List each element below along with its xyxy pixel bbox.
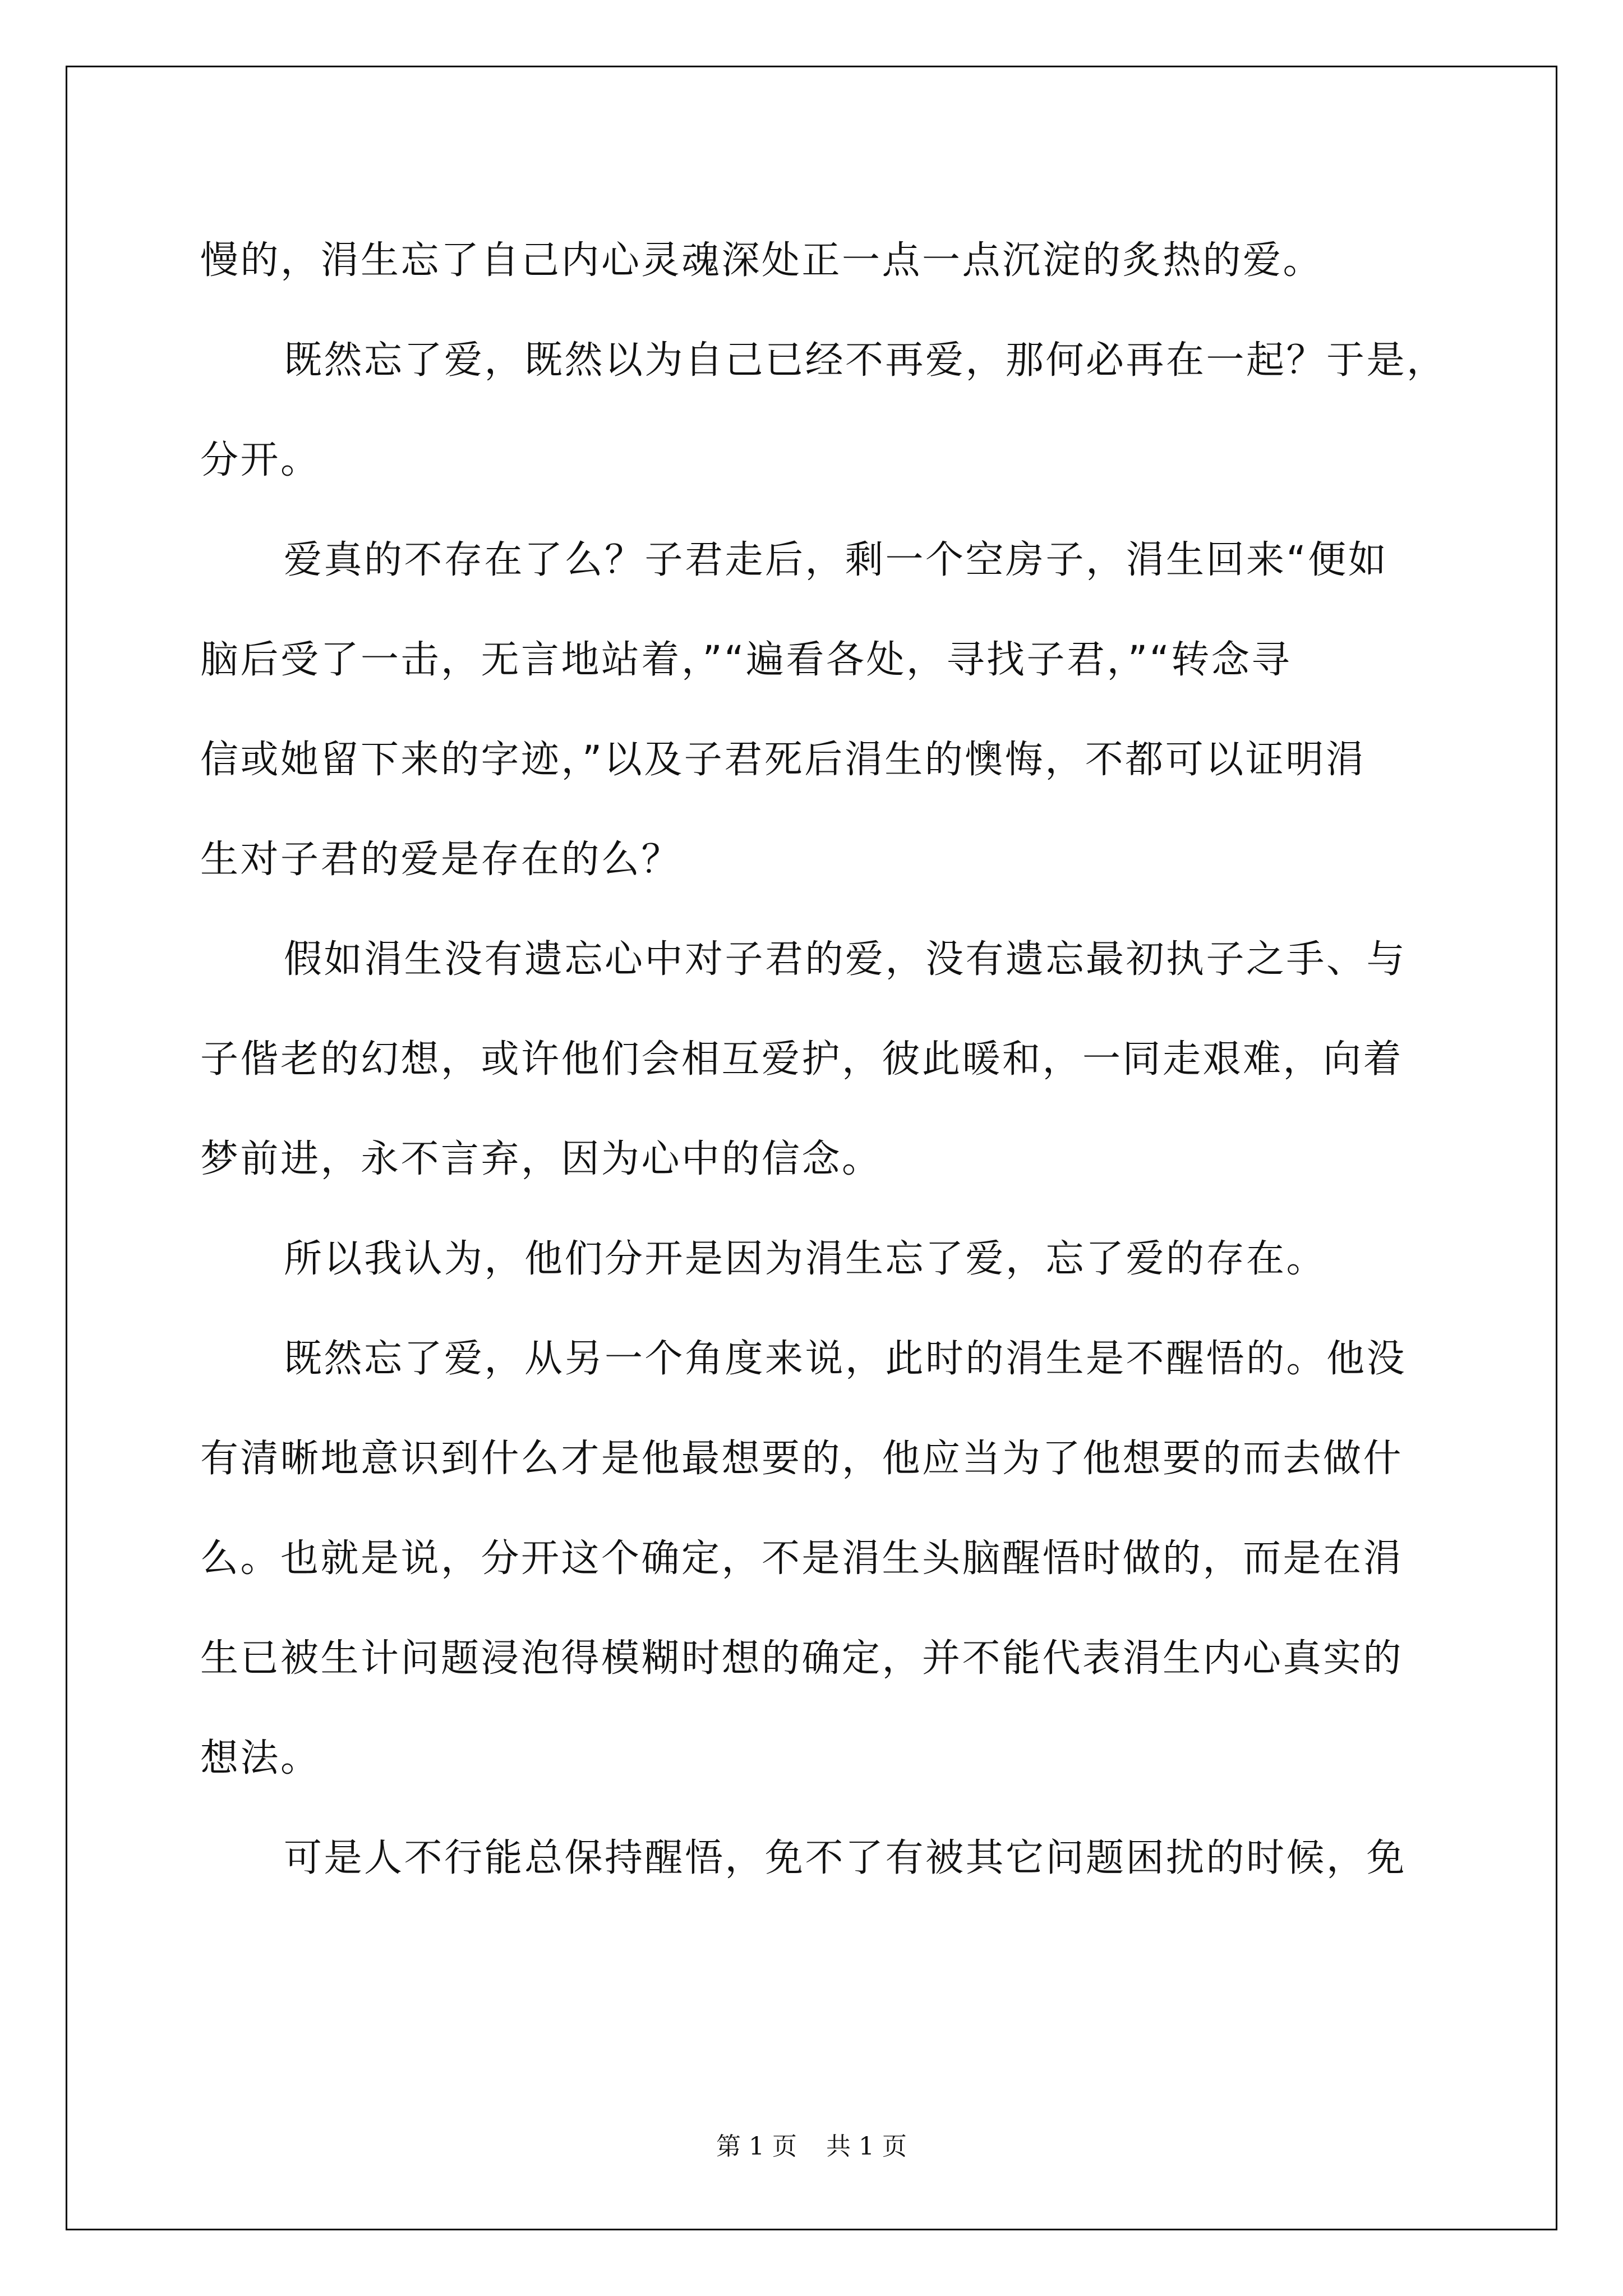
text-line: 既然忘了爱，从另一个角度来说，此时的涓生是不醒悟的。他没 bbox=[284, 1337, 1407, 1381]
document-body bbox=[200, 211, 1447, 1908]
text-line: 生对子君的爱是存在的么？ bbox=[200, 838, 682, 882]
text-line: 子偕老的幻想，或许他们会相互爱护，彼此暖和，一同走艰难，向着 bbox=[200, 1037, 1404, 1082]
text-line: 假如涓生没有遗忘心中对子君的爱，没有遗忘最初执子之手、与 bbox=[284, 937, 1407, 982]
page-total: 共 1 页 bbox=[826, 2132, 907, 2161]
text-line: 信或她留下来的字迹，”以及子君死后涓生的懊悔，不都可以证明涓 bbox=[200, 738, 1366, 782]
text-line: 慢的，涓生忘了自己内心灵魂深处正一点一点沉淀的炙热的爱。 bbox=[200, 238, 1324, 283]
text-line: 生已被生计问题浸泡得模糊时想的确定，并不能代表涓生内心真实的 bbox=[200, 1636, 1404, 1681]
page-number: 第 1 页 bbox=[716, 2132, 797, 2161]
text-line: 有清晰地意识到什么才是他最想要的，他应当为了他想要的而去做什 bbox=[200, 1437, 1404, 1481]
text-line: 么。也就是说，分开这个确定，不是涓生头脑醒悟时做的，而是在涓 bbox=[200, 1536, 1404, 1581]
page-footer bbox=[0, 2130, 1623, 2164]
text-line: 分开。 bbox=[200, 438, 321, 482]
text-line: 所以我认为，他们分开是因为涓生忘了爱，忘了爱的存在。 bbox=[284, 1237, 1327, 1281]
text-line: 爱真的不存在了么？子君走后，剩一个空房子，涓生回来“便如 bbox=[284, 538, 1389, 582]
text-line: 脑后受了一击，无言地站着，”“遍看各处，寻找子君，”“转念寻 bbox=[200, 638, 1292, 682]
text-line: 梦前进，永不言弃，因为心中的信念。 bbox=[200, 1137, 882, 1181]
text-line: 可是人不行能总保持醒悟，免不了有被其它问题困扰的时候，免 bbox=[284, 1836, 1407, 1880]
text-line: 既然忘了爱，既然以为自己已经不再爱，那何必再在一起？于是， bbox=[284, 338, 1447, 383]
text-line: 想法。 bbox=[200, 1736, 321, 1780]
